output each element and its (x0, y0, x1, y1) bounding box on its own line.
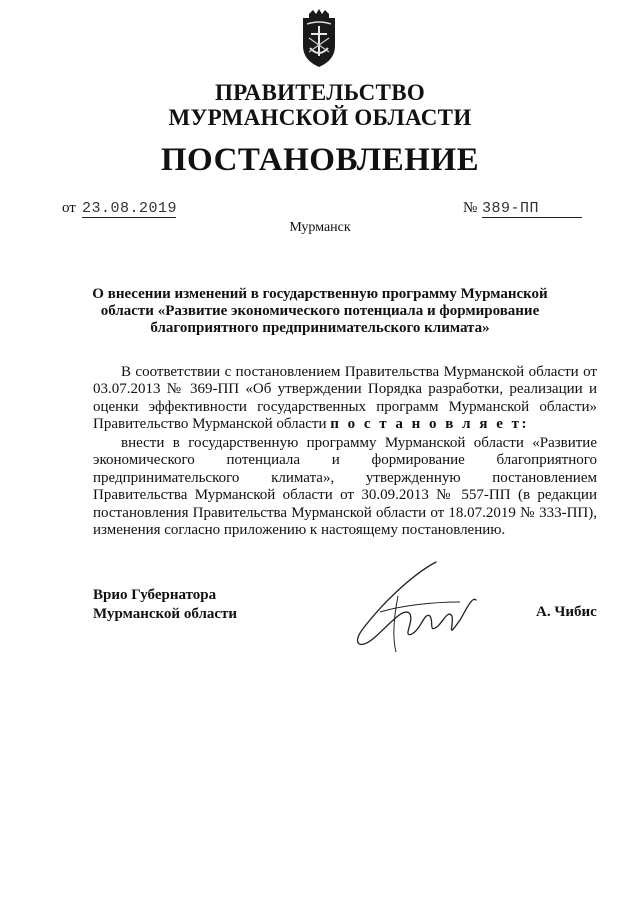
decree-word: п о с т а н о в л я е т: (330, 416, 529, 433)
signer-position-line: Врио Губернатора (93, 587, 217, 603)
date-label: от (62, 200, 76, 216)
handwritten-signature-icon (340, 556, 490, 656)
city: Мурманск (289, 220, 351, 235)
signer-position (93, 586, 237, 624)
org-name-line2: МУРМАНСКОЙ ОБЛАСТИ (168, 105, 472, 130)
body-paragraph-1 (93, 364, 597, 434)
subject-line: области «Развитие экономического потенциала и формирование (100, 303, 540, 319)
document-subject (90, 286, 550, 337)
number-field (482, 199, 582, 218)
preamble-text: В соответствии с постановлением Правительства Мурманской области от 03.07.2013 № 369-ПП «Об утверждении Порядка разработки, реализации и оценки эффективности государственных программ Мурманской области» Правительство Мурманской области (93, 364, 597, 433)
date-field (82, 199, 176, 218)
number-label: № (463, 200, 478, 216)
date-value: 23.08.2019 (82, 200, 178, 217)
body-paragraph-2: внести в государственную программу Мурманской области «Развитие экономического потенциала и формирование благоприятного предпринимательского климата», утвержденную постановлением Правительства Мурманской области от 30.09.2013 № 557-ПП (в редакции постановления Правительства Мурманской области от 18.07.2019 № 333-ПП), изменения согласно приложению к настоящему постановлению. (93, 435, 597, 539)
signer-name: А. Чибис (536, 604, 597, 620)
subject-line: О внесении изменений в государственную программу Мурманской (92, 286, 548, 302)
number-value: 389-ПП (482, 200, 540, 217)
org-name-line1: ПРАВИТЕЛЬСТВО (214, 80, 426, 105)
document-type-title: ПОСТАНОВЛЕНИЕ (160, 142, 480, 178)
murmansk-coat-of-arms-icon (297, 8, 341, 70)
subject-line: благоприятного предпринимательского климата» (150, 320, 490, 336)
signer-position-line: Мурманской области (93, 606, 238, 622)
